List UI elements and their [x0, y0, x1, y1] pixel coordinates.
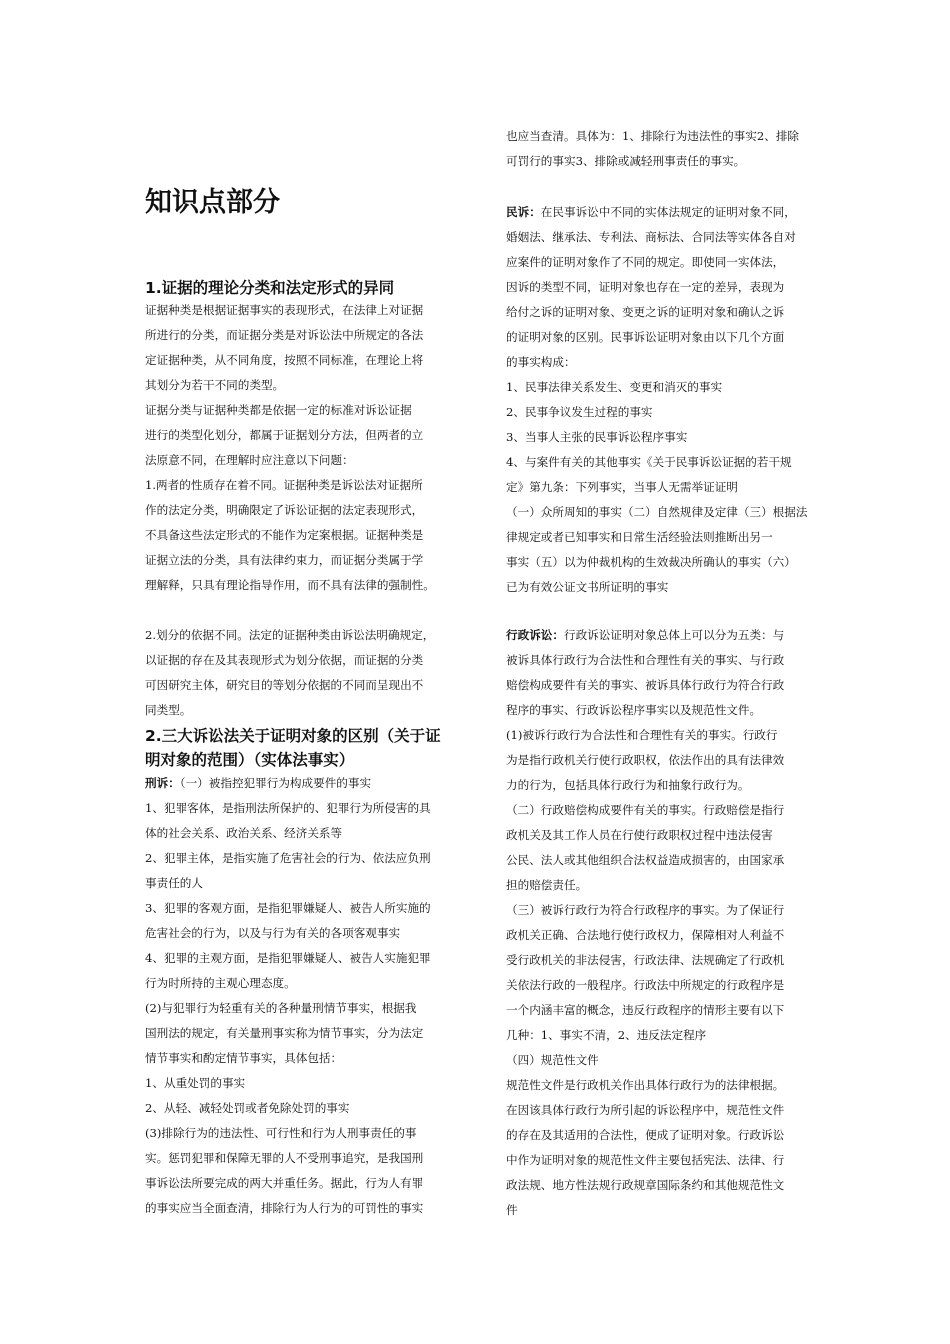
text-line: 实。惩罚犯罪和保障无罪的人不受刑事追究，是我国刑 [145, 1151, 424, 1165]
text-line: 国刑法的规定，有关量刑事实称为情节事实，分为法定 [145, 1026, 424, 1040]
text-line: 件 [506, 1203, 518, 1217]
text-line: 证据种类是根据证据事实的表现形式，在法律上对证据 [145, 303, 424, 317]
text-line: 关依法行政的一般程序。行政法中所规定的行政程序是 [506, 978, 785, 992]
criminal-procedure-intro [145, 775, 371, 791]
text-line: 不具备这些法定形式的不能作为定案根据。证据种类是 [145, 528, 424, 542]
text-line: 危害社会的行为，以及与行为有关的各项客观事实 [145, 926, 401, 940]
text-line: 的事实构成： [506, 355, 576, 369]
text-line: 程序的事实、行政诉讼程序事实以及规范性文件。 [506, 703, 762, 717]
text-line: 2、犯罪主体，是指实施了危害社会的行为、依法应负刑 [145, 851, 431, 865]
text-line: 理解释，只具有理论指导作用，而不具有法律的强制性。 [145, 578, 435, 592]
text-line: 事诉讼法所要完成的两大并重任务。据此，行为人有罪 [145, 1176, 424, 1190]
text-line: （一）众所周知的事实（二）自然规律及定律（三）根据法 [506, 505, 808, 519]
text-line: 中作为证明对象的规范性文件主要包括宪法、法律、行 [506, 1153, 785, 1167]
text-line: 法原意不同，在理解时应注意以下问题： [145, 453, 354, 467]
text-line: 1、犯罪客体，是指刑法所保护的、犯罪行为所侵害的具 [145, 801, 431, 815]
text-line: 公民、法人或其他组织合法权益造成损害的，由国家承 [506, 853, 785, 867]
text-line: 3、当事人主张的民事诉讼程序事实 [506, 430, 688, 444]
text-line: (1)被诉行政行为合法性和合理性有关的事实。行政行 [506, 728, 778, 742]
text-line: 2、民事争议发生过程的事实 [506, 405, 653, 419]
text-line: 可罚行的事实3、排除或减轻刑事责任的事实。 [506, 154, 746, 168]
text-line: 在因该具体行政行为所引起的诉讼程序中，规范性文件 [506, 1103, 785, 1117]
text-line: 婚姻法、继承法、专利法、商标法、合同法等实体各自对 [506, 230, 796, 244]
text-line: 2、从轻、减轻处罚或者免除处罚的事实 [145, 1101, 350, 1115]
text-line: 受行政机关的非法侵害，行政法律、法规确定了行政机 [506, 953, 785, 967]
text-line: 行为时所持的主观心理态度。 [145, 976, 296, 990]
text-line: (2)与犯罪行为轻重有关的各种量刑情节事实，根据我 [145, 1001, 417, 1015]
text-line: (3)排除行为的违法性、可行性和行为人刑事责任的事 [145, 1126, 417, 1140]
text-line: 已为有效公证文书所证明的事实 [506, 580, 669, 594]
text-line: 其划分为若干不同的类型。 [145, 378, 285, 392]
civil-procedure-intro [506, 204, 796, 220]
text-line: 也应当查清。具体为：1、排除行为违法性的事实2、排除 [506, 129, 800, 143]
text-line: （四）规范性文件 [506, 1053, 599, 1067]
text-line: 政机关正确、合法地行使行政权力，保障相对人利益不 [506, 928, 785, 942]
administrative-first-text: 行政诉讼证明对象总体上可以分为五类：与 [563, 628, 785, 642]
text-line: 以证据的存在及其表现形式为划分依据，而证据的分类 [145, 653, 424, 667]
text-line: 2.划分的依据不同。法定的证据种类由诉讼法明确规定， [145, 628, 435, 642]
text-line: 规范性文件是行政机关作出具体行政行为的法律根据。 [506, 1078, 785, 1092]
text-line: 定证据种类，从不同角度，按照不同标准，在理论上将 [145, 353, 424, 367]
text-line: 政法规、地方性法规行政规章国际条约和其他规范性文 [506, 1178, 785, 1192]
text-line: 力的行为，包括具体行政行为和抽象行政行为。 [506, 778, 750, 792]
text-line: 同类型。 [145, 703, 192, 717]
text-line: 的存在及其适用的合法性，便成了证明对象。行政诉讼 [506, 1128, 785, 1142]
text-line: （三）被诉行政行为符合行政程序的事实。为了保证行 [506, 903, 785, 917]
section-heading-2-line-1: 2.三大诉讼法关于证明对象的区别（关于证 [145, 727, 441, 745]
text-line: 证据立法的分类，具有法律约束力，而证据分类属于学 [145, 553, 424, 567]
text-line: 1、从重处罚的事实 [145, 1076, 246, 1090]
text-line: 政机关及其工作人员在行使行政职权过程中违法侵害 [506, 828, 773, 842]
text-line: 定》第九条：下列事实，当事人无需举证证明 [506, 480, 738, 494]
text-line: 体的社会关系、政治关系、经济关系等 [145, 826, 343, 840]
civil-label: 民诉： [506, 205, 541, 219]
text-line: 被诉具体行政行为合法性和合理性有关的事实、与行政 [506, 653, 785, 667]
administrative-label: 行政诉讼： [506, 628, 564, 642]
text-line: 的事实应当全面查清，排除行为人行为的可罚性的事实 [145, 1201, 424, 1215]
text-line: 几种：1、事实不清，2、违反法定程序 [506, 1028, 707, 1042]
text-line: 赔偿构成要件有关的事实、被诉具体行政行为符合行政 [506, 678, 785, 692]
section-heading-1: 1.证据的理论分类和法定形式的异同 [145, 279, 395, 297]
text-line: 1、民事法律关系发生、变更和消灭的事实 [506, 380, 723, 394]
text-line: 律规定或者已知事实和日常生活经验法则推断出另一 [506, 530, 773, 544]
text-line: 事实（五）以为仲裁机构的生效裁决所确认的事实（六） [506, 555, 796, 569]
text-line: 情节事实和酌定情节事实，具体包括： [145, 1051, 343, 1065]
text-line: 因诉的类型不同，证明对象也存在一定的差异，表现为 [506, 280, 785, 294]
text-line: 作的法定分类，明确限定了诉讼证据的法定表现形式， [145, 503, 424, 517]
text-line: 给付之诉的证明对象、变更之诉的证明对象和确认之诉 [506, 305, 785, 319]
page-title: 知识点部分 [145, 187, 280, 218]
text-line: 证据分类与证据种类都是依据一定的标准对诉讼证据 [145, 403, 412, 417]
text-line: （二）行政赔偿构成要件有关的事实。行政赔偿是指行 [506, 803, 785, 817]
text-line: 一个内涵丰富的概念，违反行政程序的情形主要有以下 [506, 1003, 785, 1017]
text-line: 1.两者的性质存在着不同。证据种类是诉讼法对证据所 [145, 478, 423, 492]
civil-first-text: 在民事诉讼中不同的实体法规定的证明对象不同， [540, 205, 796, 219]
text-line: 事责任的人 [145, 876, 203, 890]
criminal-first-text: （一）被指控犯罪行为构成要件的事实 [179, 776, 372, 790]
section-heading-2-line-2: 明对象的范围）（实体法事实） [145, 751, 355, 769]
text-line: 的证明对象的区别。民事诉讼证明对象由以下几个方面 [506, 330, 785, 344]
text-line: 所进行的分类，而证据分类是对诉讼法中所规定的各法 [145, 328, 424, 342]
administrative-procedure-intro [506, 627, 784, 643]
text-line: 应案件的证明对象作了不同的规定。即使同一实体法， [506, 255, 785, 269]
text-line: 进行的类型化划分，都属于证据划分方法，但两者的立 [145, 428, 424, 442]
text-line: 3、犯罪的客观方面，是指犯罪嫌疑人、被告人所实施的 [145, 901, 431, 915]
text-line: 4、犯罪的主观方面，是指犯罪嫌疑人、被告人实施犯罪 [145, 951, 431, 965]
text-line: 可因研究主体，研究目的等划分依据的不同而呈现出不 [145, 678, 424, 692]
text-line: 4、与案件有关的其他事实《关于民事诉讼证据的若干规 [506, 455, 792, 469]
criminal-label: 刑诉： [145, 776, 180, 790]
text-line: 为是指行政机关行使行政职权，依法作出的具有法律效 [506, 753, 785, 767]
text-line: 担的赔偿责任。 [506, 878, 588, 892]
